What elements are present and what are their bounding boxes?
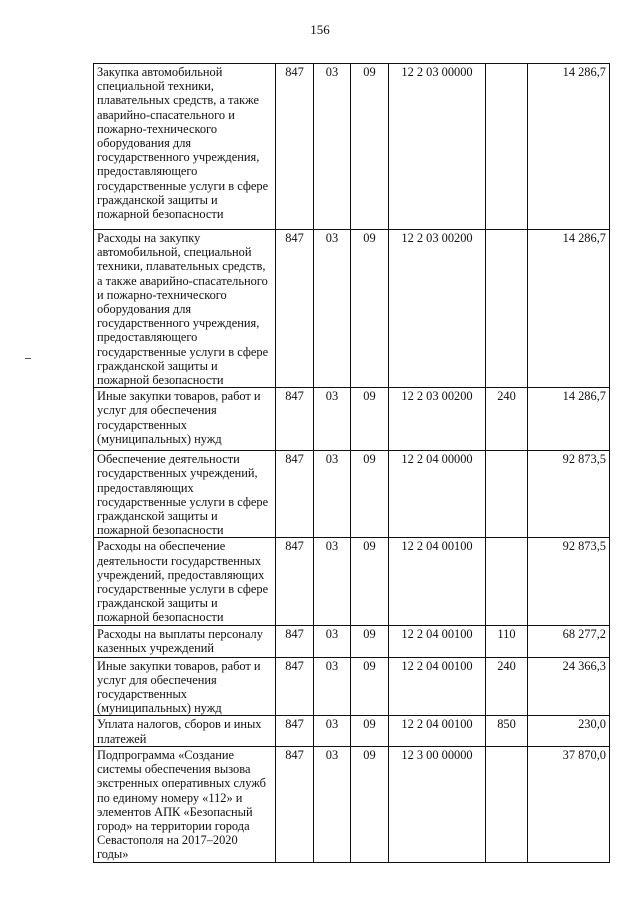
cell-expense-type: 240 <box>486 388 528 451</box>
table-row <box>94 657 610 716</box>
cell-section: 03 <box>314 538 351 625</box>
cell-name: Подпрограмма «Создание системы обеспечения вызова экстренных оперативных служб по единому номеру «112» и элементов АПК «Безопасный город» на территории города Севастополя на 2017–2020 годы» <box>94 746 276 862</box>
cell-subsection: 09 <box>351 388 389 451</box>
cell-expense-type: 240 <box>486 657 528 716</box>
cell-target-article: 12 2 03 00000 <box>389 64 486 230</box>
cell-ministry-code: 847 <box>276 230 314 388</box>
table-row <box>94 538 610 625</box>
cell-target-article: 12 3 00 00000 <box>389 746 486 862</box>
cell-amount: 14 286,7 <box>528 64 610 230</box>
cell-ministry-code: 847 <box>276 625 314 657</box>
table-row <box>94 625 610 657</box>
cell-target-article: 12 2 04 00100 <box>389 625 486 657</box>
cell-section: 03 <box>314 746 351 862</box>
cell-section: 03 <box>314 716 351 746</box>
cell-name: Обеспечение деятельности государственных учреждений, предоставляющих государственные услуги в сфере гражданской защиты и пожарной безопасности <box>94 451 276 538</box>
cell-amount: 92 873,5 <box>528 538 610 625</box>
cell-amount: 14 286,7 <box>528 230 610 388</box>
table-row <box>94 230 610 388</box>
cell-subsection: 09 <box>351 716 389 746</box>
cell-target-article: 12 2 04 00100 <box>389 657 486 716</box>
cell-ministry-code: 847 <box>276 64 314 230</box>
cell-section: 03 <box>314 657 351 716</box>
cell-amount: 14 286,7 <box>528 388 610 451</box>
cell-section: 03 <box>314 451 351 538</box>
page-number: 156 <box>310 22 330 37</box>
cell-expense-type <box>486 746 528 862</box>
cell-ministry-code: 847 <box>276 451 314 538</box>
cell-subsection: 09 <box>351 451 389 538</box>
cell-ministry-code: 847 <box>276 538 314 625</box>
cell-name: Уплата налогов, сборов и иных платежей <box>94 716 276 746</box>
cell-name: Расходы на обеспечение деятельности государственных учреждений, предоставляющих государственные услуги в сфере гражданской защиты и пожарной безопасности <box>94 538 276 625</box>
cell-amount: 68 277,2 <box>528 625 610 657</box>
cell-section: 03 <box>314 64 351 230</box>
cell-ministry-code: 847 <box>276 657 314 716</box>
cell-name: Иные закупки товаров, работ и услуг для обеспечения государственных (муниципальных) нужд <box>94 657 276 716</box>
cell-target-article: 12 2 03 00200 <box>389 230 486 388</box>
cell-amount: 37 870,0 <box>528 746 610 862</box>
table-row <box>94 746 610 862</box>
cell-section: 03 <box>314 388 351 451</box>
cell-target-article: 12 2 04 00100 <box>389 538 486 625</box>
cell-subsection: 09 <box>351 625 389 657</box>
cell-subsection: 09 <box>351 230 389 388</box>
cell-amount: 92 873,5 <box>528 451 610 538</box>
cell-name: Расходы на закупку автомобильной, специальной техники, плавательных средств, а также аварийно-спасательного и пожарно-технического оборудования для государственного учреждения, предоставляющего государственные услуги в сфере гражданской защиты и пожарной безопасности <box>94 230 276 388</box>
cell-subsection: 09 <box>351 64 389 230</box>
cell-target-article: 12 2 04 00100 <box>389 716 486 746</box>
cell-amount: 24 366,3 <box>528 657 610 716</box>
cell-expense-type: 850 <box>486 716 528 746</box>
cell-ministry-code: 847 <box>276 746 314 862</box>
cell-expense-type <box>486 230 528 388</box>
cell-target-article: 12 2 03 00200 <box>389 388 486 451</box>
cell-section: 03 <box>314 625 351 657</box>
cell-expense-type <box>486 538 528 625</box>
cell-expense-type: 110 <box>486 625 528 657</box>
budget-table <box>93 63 610 863</box>
cell-subsection: 09 <box>351 746 389 862</box>
cell-name: Расходы на выплаты персоналу казенных учреждений <box>94 625 276 657</box>
cell-ministry-code: 847 <box>276 716 314 746</box>
margin-tick-mark <box>25 358 31 359</box>
cell-ministry-code: 847 <box>276 388 314 451</box>
cell-expense-type <box>486 64 528 230</box>
cell-expense-type <box>486 451 528 538</box>
cell-amount: 230,0 <box>528 716 610 746</box>
table-row <box>94 64 610 230</box>
table-row <box>94 451 610 538</box>
cell-subsection: 09 <box>351 657 389 716</box>
cell-name: Иные закупки товаров, работ и услуг для обеспечения государственных (муниципальных) нужд <box>94 388 276 451</box>
cell-name: Закупка автомобильной специальной техники, плавательных средств, а также аварийно-спасательного и пожарно-технического оборудования для государственного учреждения, предоставляющего государственные услуги в сфере гражданской защиты и пожарной безопасности <box>94 64 276 230</box>
cell-subsection: 09 <box>351 538 389 625</box>
cell-target-article: 12 2 04 00000 <box>389 451 486 538</box>
table-row <box>94 388 610 451</box>
table-row <box>94 716 610 746</box>
cell-section: 03 <box>314 230 351 388</box>
table-body <box>94 64 610 863</box>
